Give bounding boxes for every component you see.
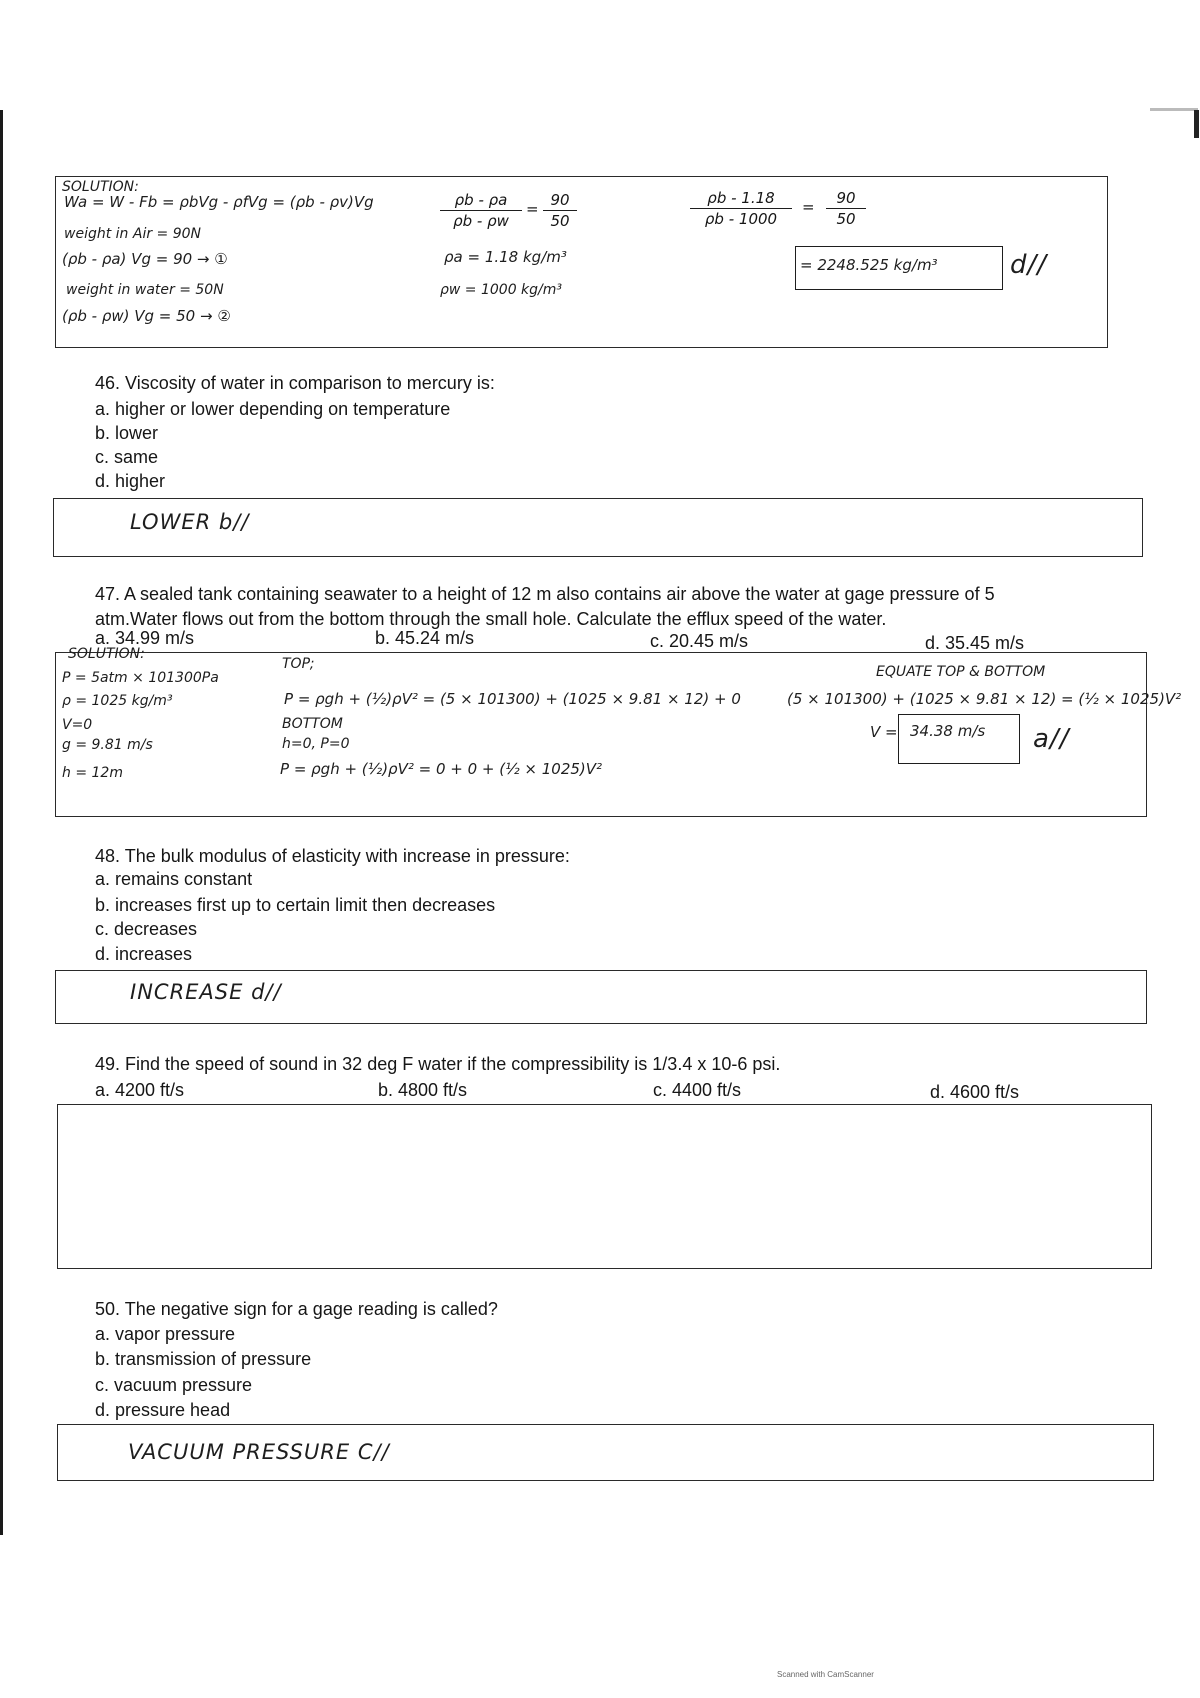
q45-fraction-1-left: [440, 190, 522, 231]
q47-option-d: d. 35.45 m/s: [925, 633, 1025, 653]
q45-solution-line-2: weight in Air = 90N: [64, 226, 202, 242]
fraction-denominator: 50: [836, 210, 856, 228]
q49-question: 49. Find the speed of sound in 32 deg F water if the compressibility is 1/3.4 x 10-6 psi.: [95, 1054, 781, 1074]
q50-option-a: a. vapor pressure: [95, 1324, 236, 1344]
q47-option-a: a. 34.99 m/s: [95, 628, 195, 648]
q46-answer: LOWER b//: [130, 510, 250, 534]
scan-edge-left: [0, 110, 3, 1535]
q47-given-density: ρ = 1025 kg/m³: [62, 693, 173, 709]
q45-fraction-1-equals: =: [526, 200, 539, 218]
q47-option-c: c. 20.45 m/s: [650, 631, 749, 651]
q45-rho-water: ρw = 1000 kg/m³: [440, 282, 563, 298]
q45-fraction-2-equals: =: [802, 198, 815, 216]
q47-velocity-prefix: V =: [870, 723, 898, 741]
q45-result: = 2248.525 kg/m³: [800, 256, 938, 274]
q48-option-b: b. increases first up to certain limit then decreases: [95, 895, 496, 915]
q47-top-equation: P = ρgh + (½)ρV² = (5 × 101300) + (1025 × 9.81 × 12) + 0: [284, 690, 741, 708]
q49-option-d: d. 4600 ft/s: [930, 1082, 1020, 1102]
q50-option-c: c. vacuum pressure: [95, 1375, 253, 1395]
q47-bottom-equation: P = ρgh + (½)ρV² = 0 + 0 + (½ × 1025)V²: [280, 760, 603, 778]
fraction-numerator: 90: [550, 191, 570, 209]
q50-question: 50. The negative sign for a gage reading is called?: [95, 1299, 498, 1319]
q50-option-d: d. pressure head: [95, 1400, 231, 1420]
scan-edge-right: [1194, 110, 1199, 138]
q47-given-pressure: P = 5atm × 101300Pa: [62, 670, 219, 686]
q47-question-line-2: atm.Water flows out from the bottom through the small hole. Calculate the efflux speed of the water.: [95, 609, 887, 629]
fraction-denominator: 50: [550, 212, 570, 230]
q48-option-a: a. remains constant: [95, 869, 253, 889]
q45-fraction-1-right: [543, 190, 577, 231]
q47-option-b: b. 45.24 m/s: [375, 628, 475, 648]
q47-equate-equation: (5 × 101300) + (1025 × 9.81 × 12) = (½ × 1025)V²: [787, 690, 1182, 708]
q47-velocity-result: 34.38 m/s: [910, 722, 986, 740]
q48-question: 48. The bulk modulus of elasticity with increase in pressure:: [95, 846, 570, 866]
q49-answer-box: [57, 1104, 1152, 1269]
q46-option-b: b. lower: [95, 423, 159, 443]
q45-fraction-2-left: [690, 188, 792, 229]
q45-solution-line-3: (ρb - ρa) Vg = 90 → ①: [62, 250, 228, 268]
q47-top-label: TOP;: [282, 656, 315, 672]
q48-option-d: d. increases: [95, 944, 193, 964]
q45-solution-heading: SOLUTION:: [62, 179, 139, 195]
fraction-denominator: ρb - ρw: [453, 212, 509, 230]
q46-question: 46. Viscosity of water in comparison to mercury is:: [95, 373, 495, 393]
fraction-numerator: 90: [836, 189, 856, 207]
q46-option-c: c. same: [95, 447, 159, 467]
fraction-numerator: ρb - ρa: [454, 191, 508, 209]
q47-bottom-condition: h=0, P=0: [282, 736, 350, 752]
q47-answer: a//: [1033, 724, 1070, 754]
q46-option-a: a. higher or lower depending on temperature: [95, 399, 451, 419]
q47-question-line-1: 47. A sealed tank containing seawater to a height of 12 m also contains air above the water at gage pressure of 5: [95, 584, 995, 604]
q45-solution-line-4: weight in water = 50N: [66, 282, 224, 298]
q46-option-d: d. higher: [95, 471, 166, 491]
q47-bottom-label: BOTTOM: [282, 716, 343, 732]
fraction-numerator: ρb - 1.18: [707, 189, 775, 207]
q45-solution-line-1: Wa = W - Fb = ρbVg - ρfVg = (ρb - ρv)Vg: [64, 193, 374, 211]
q45-solution-line-5: (ρb - ρw) Vg = 50 → ②: [62, 307, 231, 325]
fraction-denominator: ρb - 1000: [704, 210, 778, 228]
q49-option-a: a. 4200 ft/s: [95, 1080, 185, 1100]
q50-answer: VACUUM PRESSURE C//: [128, 1440, 390, 1464]
scanner-watermark: Scanned with CamScanner: [777, 1670, 874, 1679]
q47-given-gravity: g = 9.81 m/s: [62, 737, 153, 753]
q47-solution-heading: SOLUTION:: [68, 646, 145, 662]
q45-answer: d//: [1010, 250, 1048, 280]
q47-given-velocity: V=0: [62, 717, 93, 733]
q50-option-b: b. transmission of pressure: [95, 1349, 312, 1369]
q49-option-b: b. 4800 ft/s: [378, 1080, 468, 1100]
q48-answer: INCREASE d//: [130, 980, 282, 1004]
q45-rho-air: ρa = 1.18 kg/m³: [444, 248, 567, 266]
q49-option-c: c. 4400 ft/s: [653, 1080, 742, 1100]
q48-option-c: c. decreases: [95, 919, 198, 939]
q47-equate-label: EQUATE TOP & BOTTOM: [876, 664, 1046, 680]
scan-edge-top-right: [1150, 108, 1198, 111]
q45-fraction-2-right: [826, 188, 866, 229]
q47-given-height: h = 12m: [62, 765, 123, 781]
